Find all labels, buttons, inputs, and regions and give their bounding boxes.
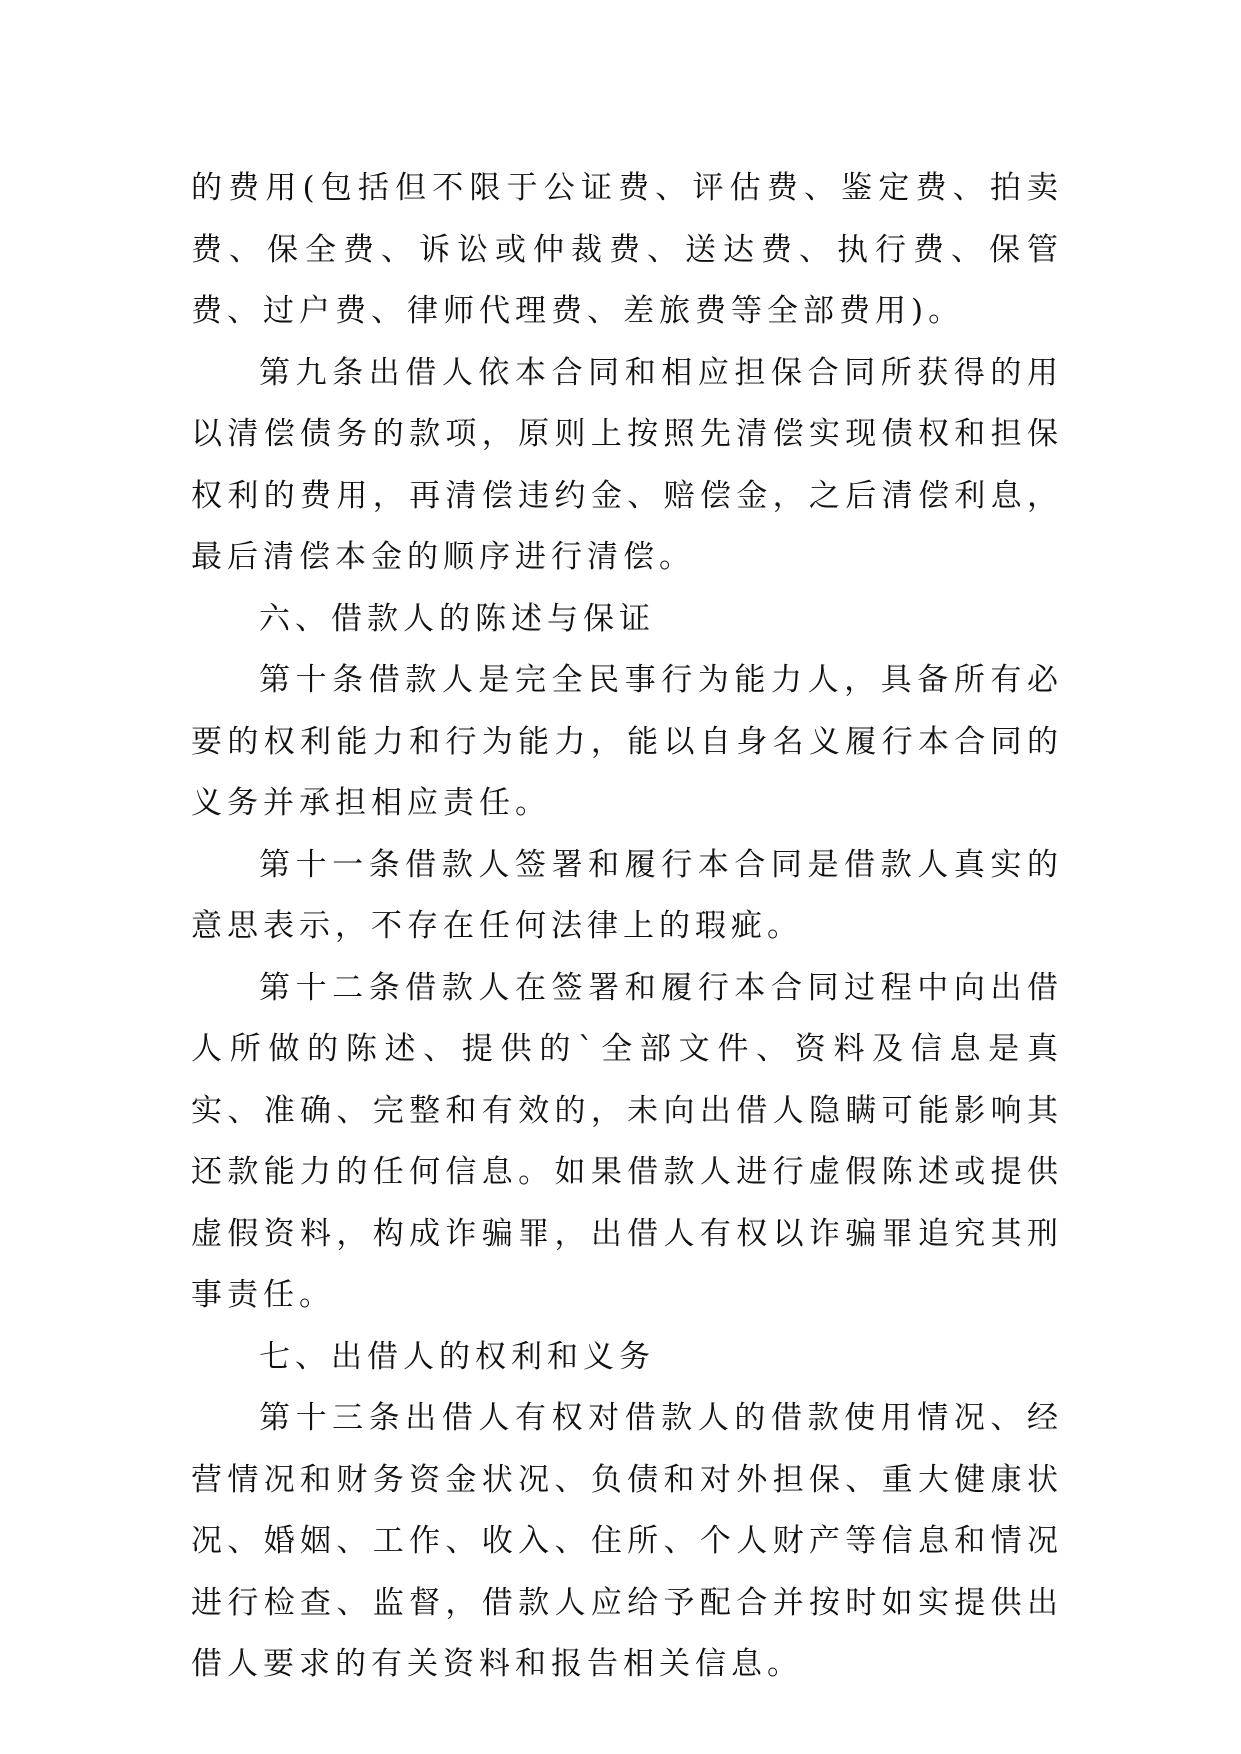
- clause-11: 第十一条借款人签署和履行本合同是借款人真实的意思表示，不存在任何法律上的瑕疵。: [191, 846, 1063, 944]
- document-body: [191, 158, 1063, 1696]
- paragraph-expense-list: 的费用(包括但不限于公证费、评估费、鉴定费、拍卖费、保全费、诉讼或仲裁费、送达费、执行费、保管费、过户费、律师代理费、差旅费等全部费用)。: [191, 170, 1063, 329]
- clause-9: 第九条出借人依本合同和相应担保合同所获得的用以清偿债务的款项，原则上按照先清偿实现债权和担保权利的费用，再清偿违约金、赔偿金，之后清偿利息，最后清偿本金的顺序进行清偿。: [191, 354, 1063, 575]
- section-heading-borrower-representations: 六、借款人的陈述与保证: [259, 600, 655, 637]
- clause-13: 第十三条出借人有权对借款人的借款使用情况、经营情况和财务资金状况、负债和对外担保、重大健康状况、婚姻、工作、收入、住所、个人财产等信息和情况进行检查、监督，借款人应给予配合并按时如实提供出借人要求的有关资料和报告相关信息。: [191, 1400, 1063, 1682]
- clause-10: 第十条借款人是完全民事行为能力人，具备所有必要的权利能力和行为能力，能以自身名义履行本合同的义务并承担相应责任。: [191, 662, 1063, 821]
- clause-12: 第十二条借款人在签署和履行本合同过程中向出借人所做的陈述、提供的`全部文件、资料及信息是真实、准确、完整和有效的，未向出借人隐瞒可能影响其还款能力的任何信息。如果借款人进行虚假陈述或提供虚假资料，构成诈骗罪，出借人有权以诈骗罪追究其刑事责任。: [191, 969, 1063, 1313]
- section-heading-lender-rights: 七、出借人的权利和义务: [259, 1338, 655, 1375]
